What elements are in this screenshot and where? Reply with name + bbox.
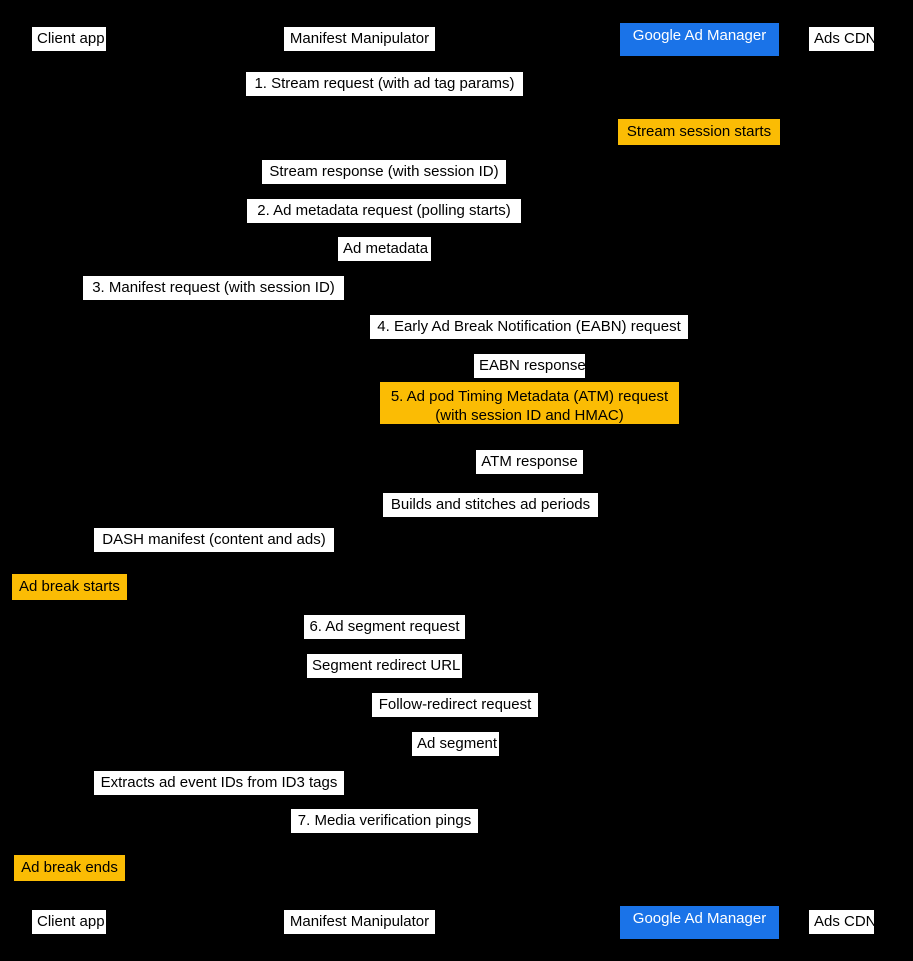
lifeline-bottom-ads-cdn: Ads CDN	[808, 909, 875, 935]
message-1-1-stream-request-with-ad-tag-params: 1. Stream request (with ad tag params)	[245, 71, 524, 97]
lifeline-bottom-manifest-manipulator: Manifest Manipulator	[283, 909, 436, 935]
message-7-4-early-ad-break-notification-eabn-request: 4. Early Ad Break Notification (EABN) request	[369, 314, 689, 340]
message-13-ad-break-starts: Ad break starts	[12, 574, 127, 600]
lifeline-top-ads-cdn: Ads CDN	[808, 26, 875, 52]
message-17-ad-segment: Ad segment	[411, 731, 500, 757]
lifeline-top-manifest-manipulator: Manifest Manipulator	[283, 26, 436, 52]
message-3-stream-response-with-session-id: Stream response (with session ID)	[261, 159, 507, 185]
lifeline-bottom-google-ad-manager: Google Ad Manager	[620, 906, 779, 939]
message-5-ad-metadata: Ad metadata	[337, 236, 432, 262]
message-9-5-ad-pod-timing-metadata-atm-request-with-sessio-line-2: (with session ID and HMAC)	[435, 407, 624, 424]
message-9-5-ad-pod-timing-metadata-atm-request-with-sessio	[380, 382, 679, 424]
message-16-follow-redirect-request: Follow-redirect request	[371, 692, 539, 718]
lifeline-top-client-app: Client app	[31, 26, 107, 52]
lifeline-top-google-ad-manager: Google Ad Manager	[620, 23, 779, 56]
message-9-5-ad-pod-timing-metadata-atm-request-with-sessio-line-1: 5. Ad pod Timing Metadata (ATM) request	[390, 388, 669, 405]
lifeline-bottom-client-app: Client app	[31, 909, 107, 935]
message-19-7-media-verification-pings: 7. Media verification pings	[290, 808, 479, 834]
message-15-segment-redirect-url: Segment redirect URL	[306, 653, 463, 679]
message-2-stream-session-starts: Stream session starts	[618, 119, 780, 145]
message-8-eabn-response: EABN response	[473, 353, 586, 379]
message-12-dash-manifest-content-and-ads: DASH manifest (content and ads)	[93, 527, 335, 553]
message-14-6-ad-segment-request: 6. Ad segment request	[303, 614, 466, 640]
message-18-extracts-ad-event-ids-from-id3-tags: Extracts ad event IDs from ID3 tags	[93, 770, 345, 796]
message-10-atm-response: ATM response	[475, 449, 584, 475]
message-4-2-ad-metadata-request-polling-starts: 2. Ad metadata request (polling starts)	[246, 198, 522, 224]
message-20-ad-break-ends: Ad break ends	[14, 855, 125, 881]
message-11-builds-and-stitches-ad-periods: Builds and stitches ad periods	[382, 492, 599, 518]
message-6-3-manifest-request-with-session-id: 3. Manifest request (with session ID)	[82, 275, 345, 301]
